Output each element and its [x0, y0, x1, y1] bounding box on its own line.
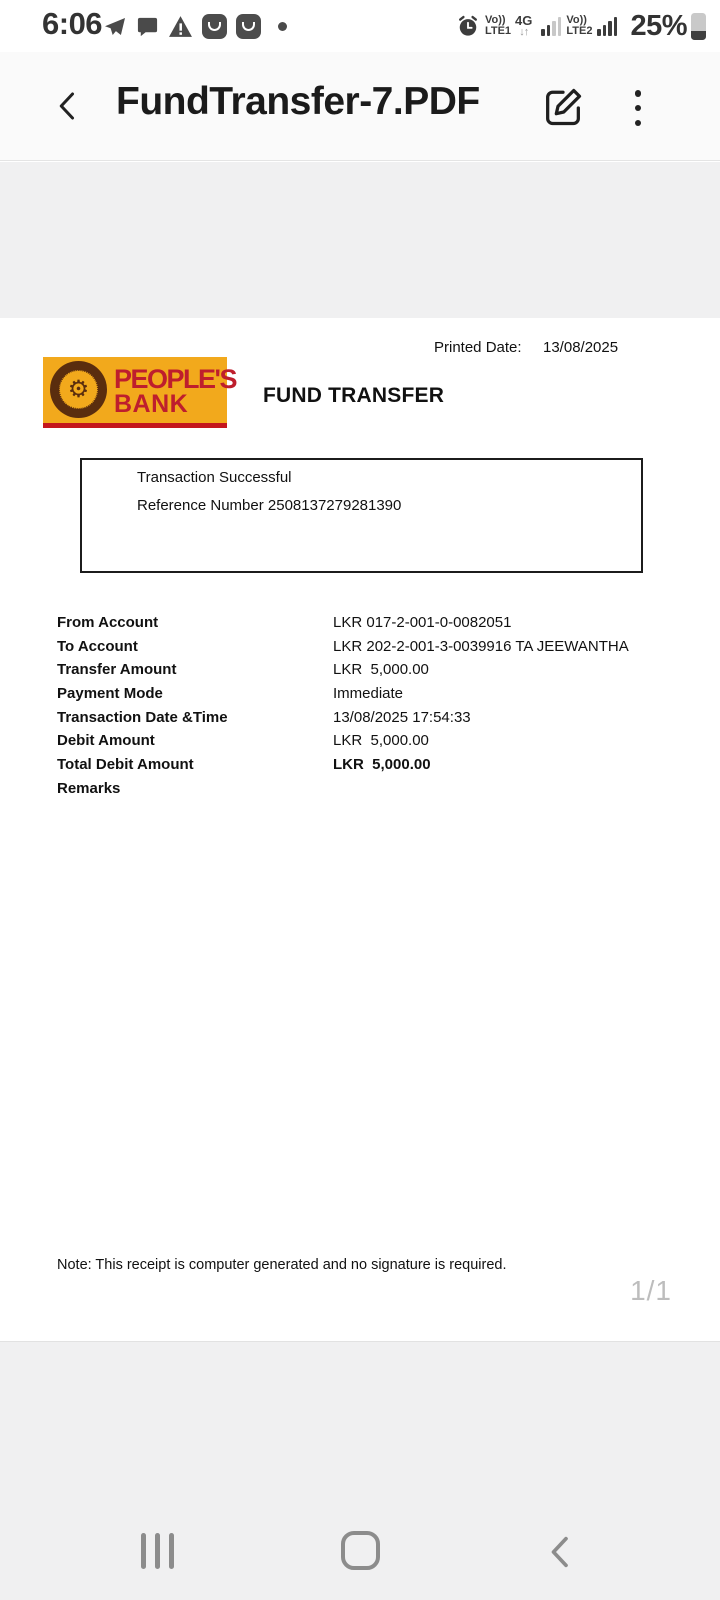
battery-icon — [691, 13, 706, 40]
back-button[interactable] — [46, 84, 90, 128]
page-indicator: 1/1 — [630, 1275, 672, 1306]
logo-stripe — [43, 423, 227, 428]
warning-icon — [168, 15, 193, 38]
android-navigation-bar — [0, 1528, 720, 1576]
table-row: From Account LKR 017-2-001-0-0082051 — [57, 614, 512, 631]
edit-button[interactable] — [540, 84, 586, 130]
status-indicators — [457, 0, 720, 52]
table-row: Transaction Date &Time 13/08/2025 17:54:33 — [57, 708, 471, 726]
viewer-background-top — [0, 162, 720, 318]
store-app-icon — [236, 14, 261, 39]
sim1-network-label: Vo)) LTE1 — [484, 13, 512, 37]
table-row: Transfer Amount LKR 5,000.00 — [57, 661, 429, 679]
app-header — [0, 52, 720, 161]
notification-icons — [103, 14, 287, 39]
store-app-icon — [202, 14, 227, 39]
transaction-details-table — [57, 614, 677, 804]
viewer-background-bottom — [0, 1341, 720, 1600]
alarm-icon — [457, 15, 479, 37]
transaction-status-box — [80, 458, 643, 573]
bank-seal-icon: ⚙ — [50, 361, 107, 418]
transaction-status-text: Transaction Successful — [137, 469, 292, 486]
nav-back-button[interactable] — [541, 1532, 581, 1572]
more-notifications-dot — [278, 22, 287, 31]
table-row: Total Debit Amount LKR 5,000.00 — [57, 756, 431, 774]
table-row: Remarks — [57, 779, 121, 797]
clock-text: 6:06 — [42, 6, 103, 41]
pdf-page[interactable] — [0, 318, 720, 1341]
telegram-icon — [103, 15, 127, 39]
status-bar — [0, 0, 720, 52]
printed-date-value: 13/08/2025 — [543, 339, 619, 356]
printed-date-label: Printed Date: — [434, 339, 522, 356]
bank-name: PEOPLE'S BANK — [114, 364, 236, 418]
data-mode-indicator: 4G ↓↑ — [515, 12, 533, 38]
overflow-menu-button[interactable] — [626, 88, 650, 128]
battery-percent-text: 25% — [630, 9, 687, 42]
reference-number-text: Reference Number 2508137279281390 — [137, 497, 402, 514]
document-title: FUND TRANSFER — [263, 384, 445, 407]
home-button[interactable] — [341, 1531, 380, 1570]
file-title: FundTransfer-7.PDF — [116, 80, 480, 123]
signal-bars-sim2 — [597, 17, 617, 36]
footer-note: Note: This receipt is computer generated and no signature is required. — [57, 1257, 507, 1273]
peoples-bank-logo — [43, 357, 236, 428]
table-row: Debit Amount LKR 5,000.00 — [57, 732, 429, 750]
signal-bars-sim1 — [541, 17, 561, 36]
recents-button[interactable] — [141, 1533, 174, 1569]
chat-icon — [136, 15, 159, 38]
sim2-network-label: Vo)) LTE2 — [566, 13, 593, 37]
table-row: To Account LKR 202-2-001-3-0039916 TA JEEWANTHA — [57, 637, 629, 655]
table-row: Payment Mode Immediate — [57, 685, 404, 703]
